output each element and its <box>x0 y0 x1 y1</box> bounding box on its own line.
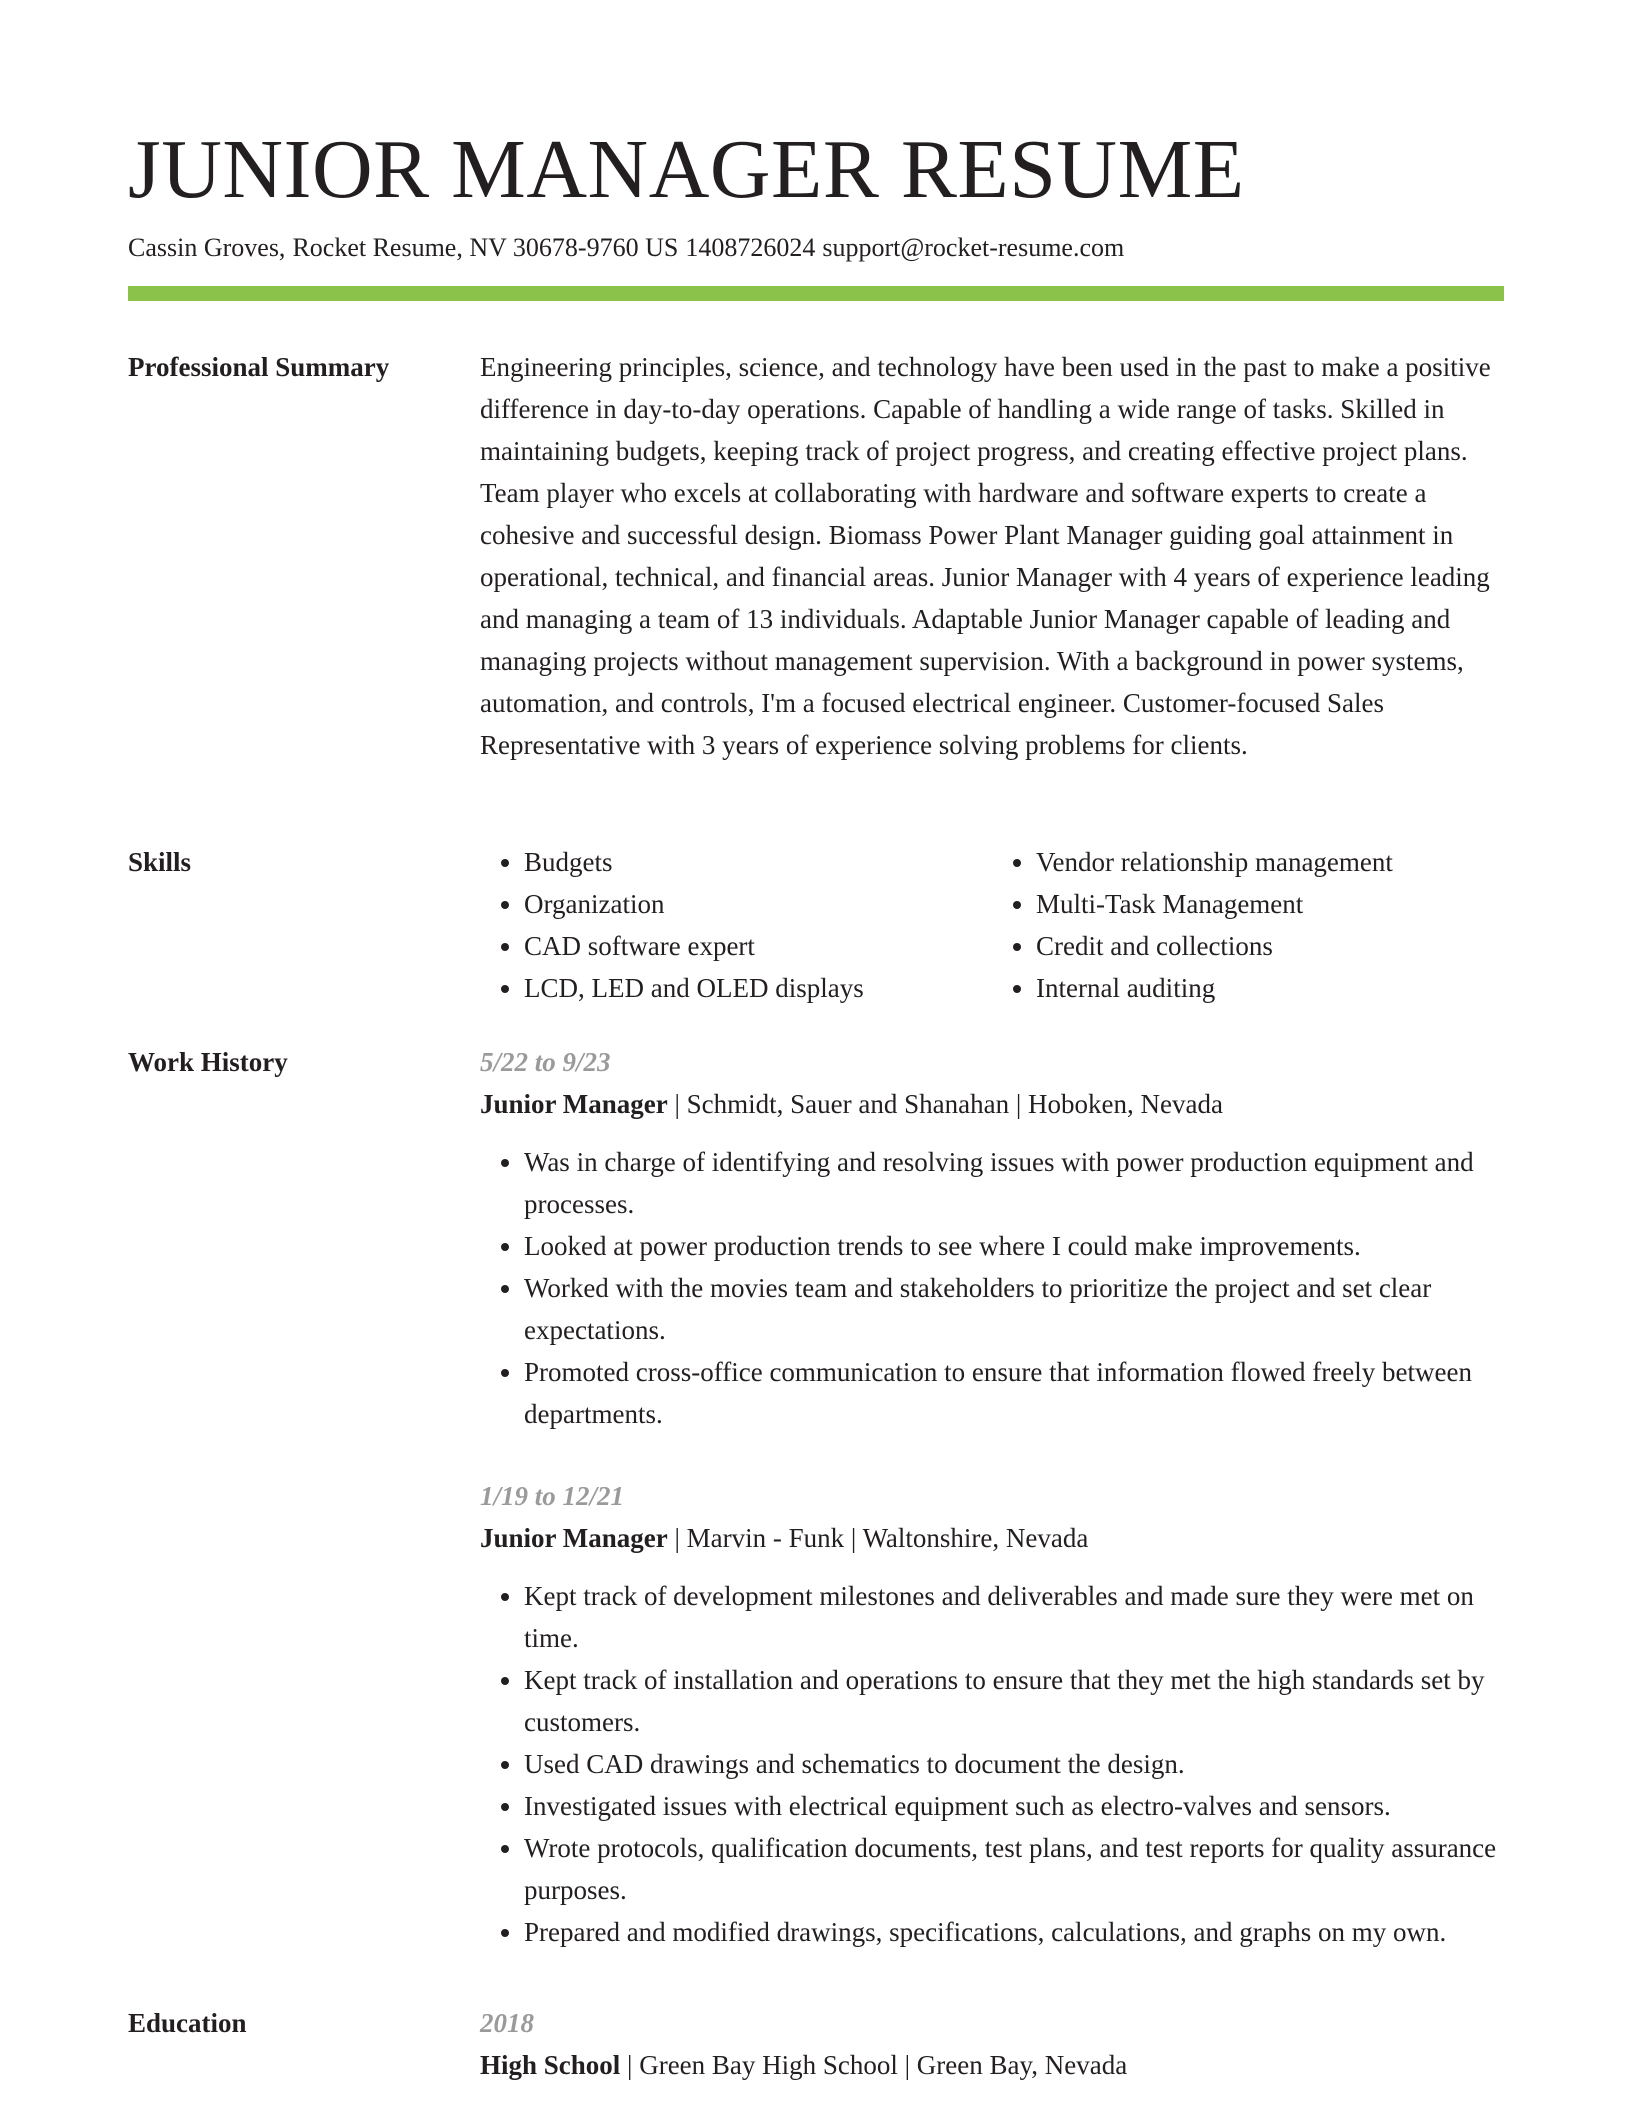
page-title: JUNIOR MANAGER RESUME <box>128 123 1245 216</box>
job-bullet: • Prepared and modified drawings, specifications, calculations, and graphs on my own. <box>524 1911 1504 1953</box>
job-bullet: • Kept track of development milestones and deliverables and made sure they were met on time. <box>524 1575 1504 1659</box>
work-history-body <box>480 1041 1504 1993</box>
skill-item: • Budgets <box>524 841 992 883</box>
contact-email: support@rocket-resume.com <box>822 233 1125 262</box>
job-bullet: • Looked at power production trends to see where I could make improvements. <box>524 1225 1504 1267</box>
skill-item: • Credit and collections <box>1036 925 1504 967</box>
job-entry <box>480 1041 1504 1435</box>
contact-location: Rocket Resume, NV 30678-9760 US <box>292 233 679 262</box>
summary-body <box>480 346 1504 766</box>
skills-body <box>480 841 1504 1009</box>
job-bullet: • Was in charge of identifying and resolving issues with power production equipment and processes. <box>524 1141 1504 1225</box>
education-body <box>480 2002 1504 2086</box>
job-bullet: • Worked with the movies team and stakeholders to prioritize the project and set clear expectations. <box>524 1267 1504 1351</box>
job-heading <box>480 1083 1504 1125</box>
job-entry <box>480 1475 1504 1953</box>
contact-phone: 1408726024 <box>685 233 816 262</box>
job-bullet: • Investigated issues with electrical equipment such as electro-valves and sensors. <box>524 1785 1504 1827</box>
job-title: Junior Manager <box>480 1089 668 1119</box>
job-bullets <box>480 1575 1504 1953</box>
job-bullet: • Kept track of installation and operations to ensure that they met the high standards set by customers. <box>524 1659 1504 1743</box>
education-heading <box>480 2044 1504 2086</box>
job-details: | Marvin - Funk | Waltonshire, Nevada <box>667 1523 1089 1553</box>
contact-line <box>128 230 1131 266</box>
skill-item: • Organization <box>524 883 992 925</box>
job-title: Junior Manager <box>480 1523 668 1553</box>
skills-label: Skills <box>128 847 192 877</box>
job-dates: 1/19 to 12/21 <box>480 1481 625 1511</box>
header-divider <box>128 286 1504 301</box>
job-bullet: • Wrote protocols, qualification documents, test plans, and test reports for quality assurance purposes. <box>524 1827 1504 1911</box>
contact-name: Cassin Groves, <box>128 233 286 262</box>
job-heading <box>480 1517 1504 1559</box>
job-details: | Schmidt, Sauer and Shanahan | Hoboken, Nevada <box>667 1089 1223 1119</box>
skills-list-right <box>992 841 1504 1009</box>
education-dates: 2018 <box>480 2008 534 2038</box>
summary-label: Professional Summary <box>128 352 390 382</box>
summary-text: Engineering principles, science, and technology have been used in the past to make a positive difference in day-to-day operations. Capable of handling a wide range of tasks. Skilled in maintaining budgets, keeping track of project progress, and creating effective project plans. Team player who excels at collaborating with hardware and software experts to create a cohesive and successful design. Biomass Power Plant Manager guiding goal attainment in operational, technical, and financial areas. Junior Manager with 4 years of experience leading and managing a team of 13 individuals. Adaptable Junior Manager capable of leading and managing projects without management supervision. With a background in power systems, automation, and controls, I'm a focused electrical engineer. Customer-focused Sales Representative with 3 years of experience solving problems for clients. <box>480 352 1491 760</box>
job-bullet: • Used CAD drawings and schematics to document the design. <box>524 1743 1504 1785</box>
education-label: Education <box>128 2008 247 2038</box>
skill-item: • LCD, LED and OLED displays <box>524 967 992 1009</box>
skill-item: • Internal auditing <box>1036 967 1504 1009</box>
job-bullets <box>480 1141 1504 1435</box>
skill-item: • Multi-Task Management <box>1036 883 1504 925</box>
job-dates: 5/22 to 9/23 <box>480 1047 611 1077</box>
work-history-label: Work History <box>128 1047 288 1077</box>
education-details: | Green Bay High School | Green Bay, Nevada <box>620 2050 1128 2080</box>
education-degree: High School <box>480 2050 621 2080</box>
skill-item: • Vendor relationship management <box>1036 841 1504 883</box>
skill-item: • CAD software expert <box>524 925 992 967</box>
skills-list-left <box>480 841 992 1009</box>
job-bullet: • Promoted cross-office communication to ensure that information flowed freely between departments. <box>524 1351 1504 1435</box>
